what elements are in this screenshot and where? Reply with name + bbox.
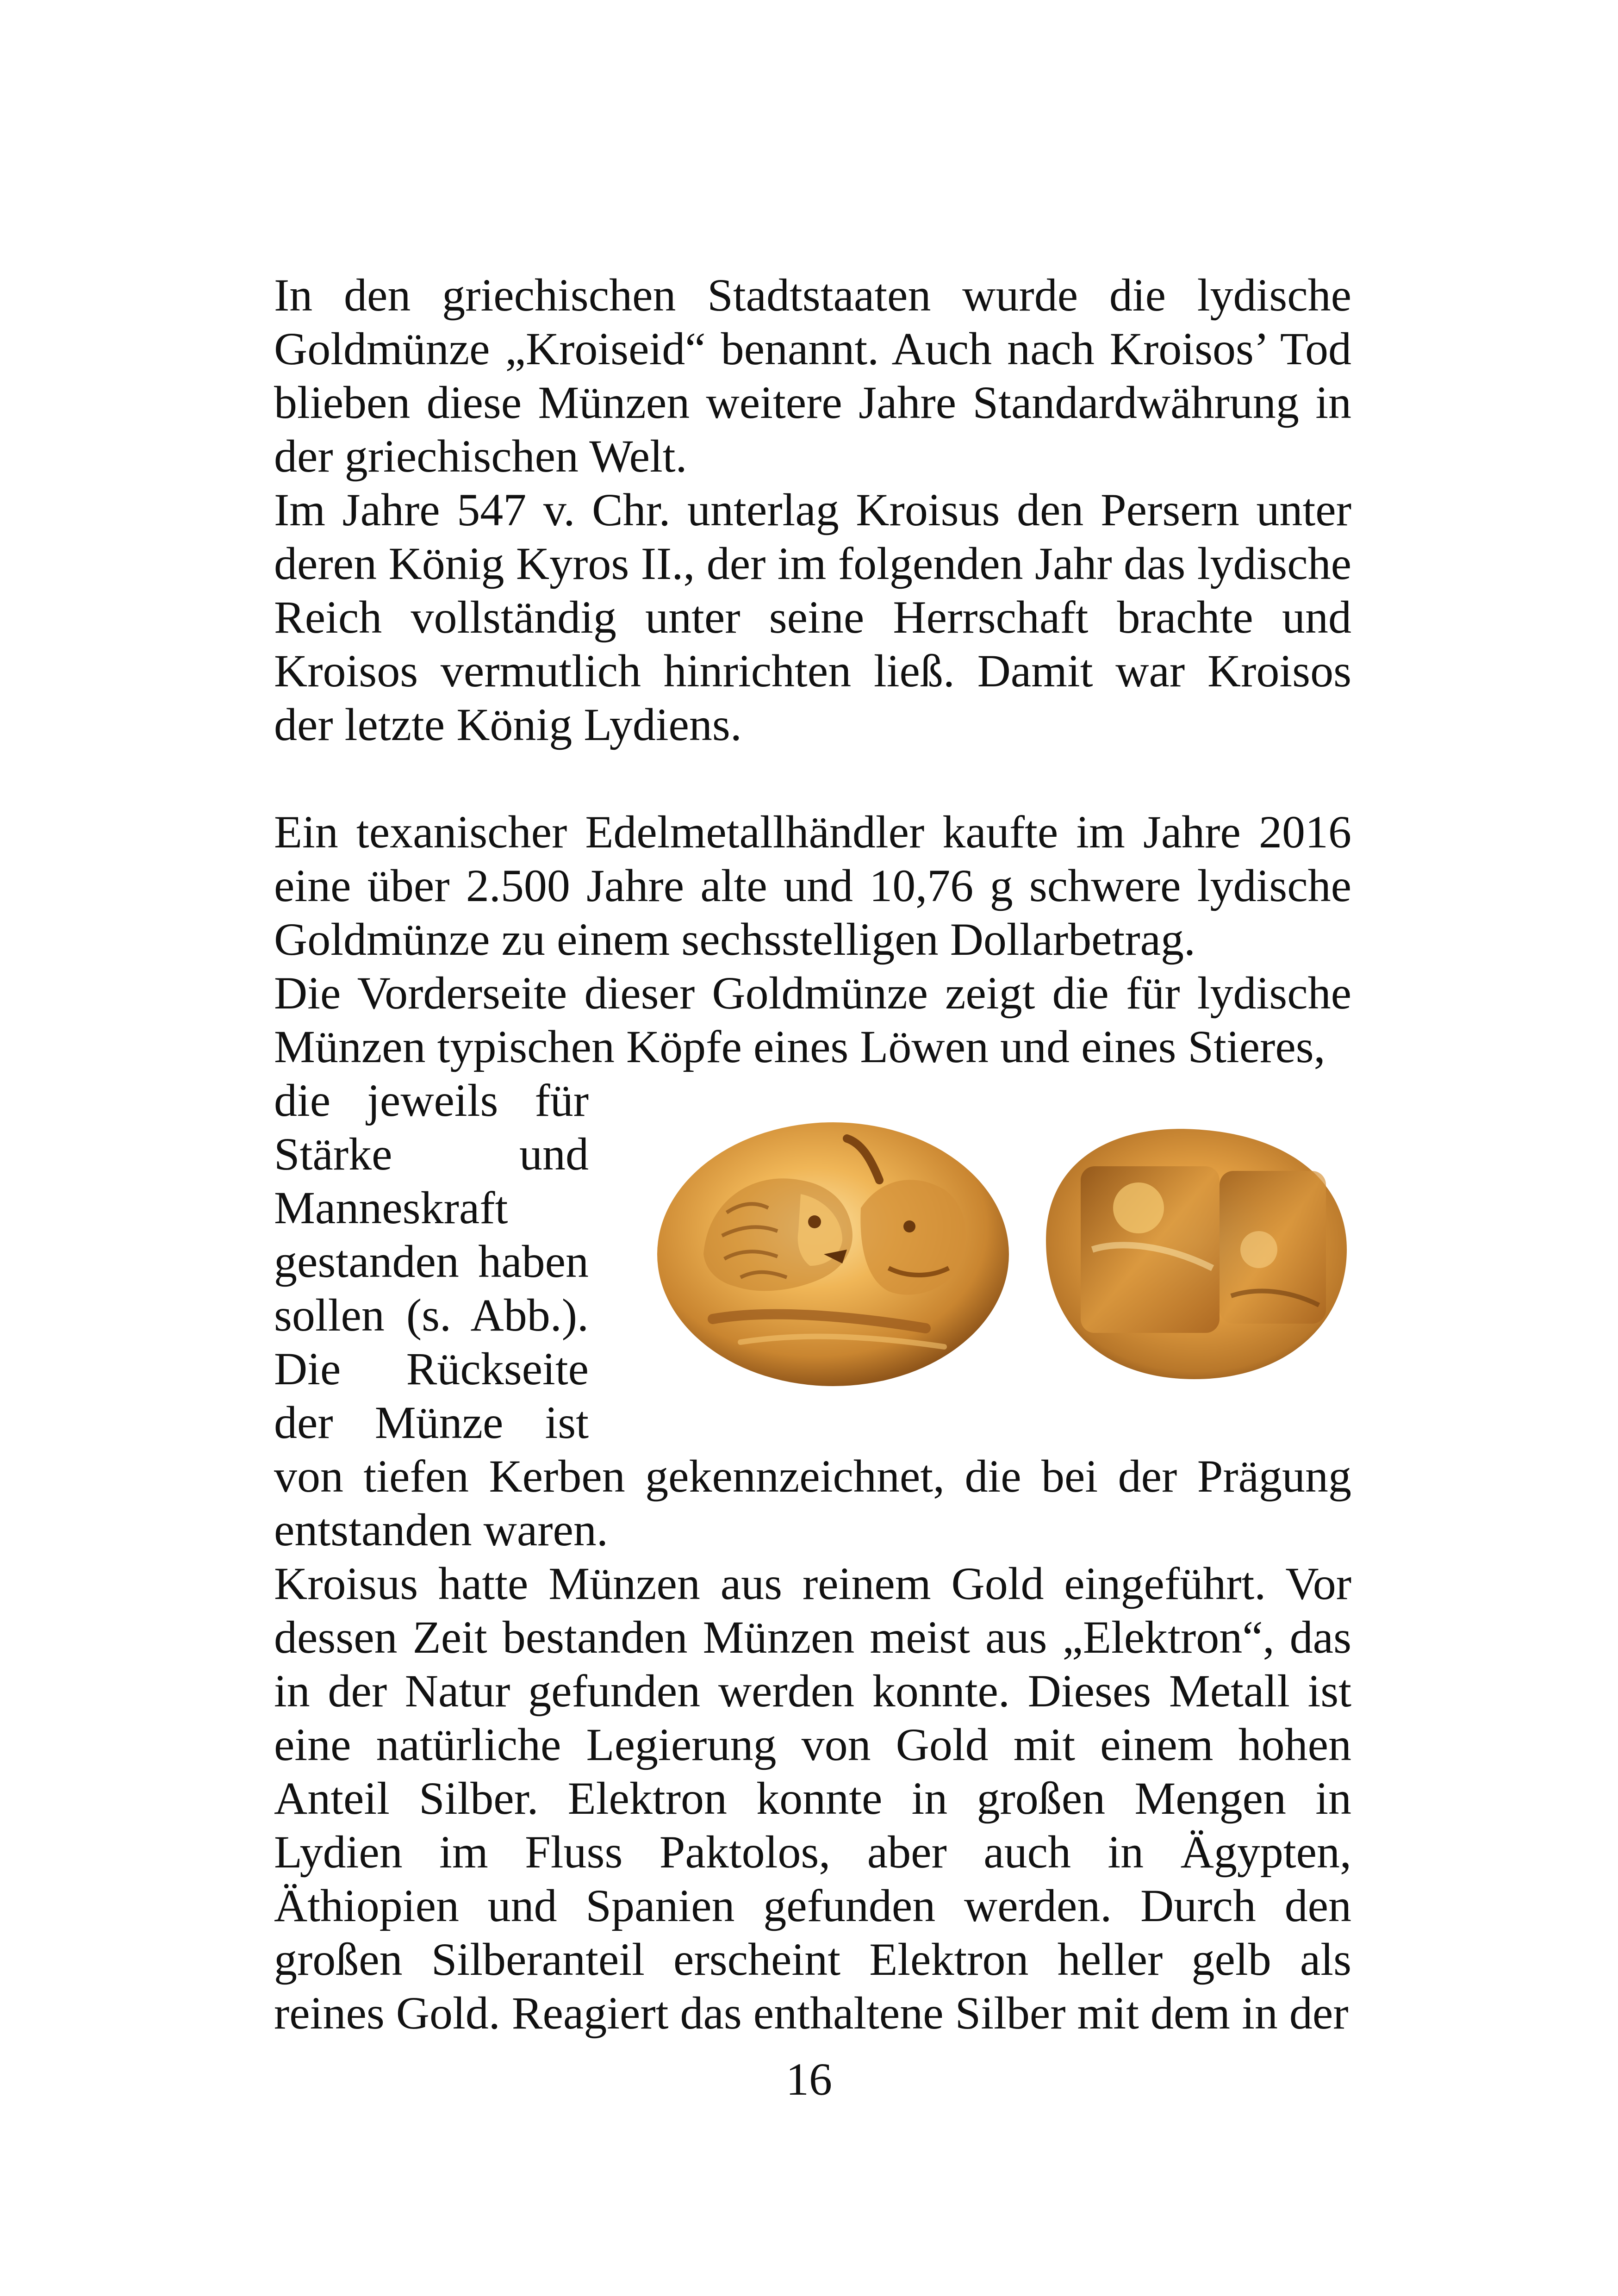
text-line: sollen (s. Abb.). [274, 1289, 589, 1341]
text-line: gestanden haben [274, 1236, 589, 1287]
text-section-top [274, 268, 1351, 752]
text-beside-figure [274, 1074, 589, 1450]
paragraph: Die Vorderseite dieser Goldmünze zeigt die für lydische Münzen typischen Köpfe eines Löwen und eines Stieres, [274, 967, 1351, 1072]
text-line: die jeweils für [274, 1075, 589, 1126]
paragraph: Im Jahre 547 v. Chr. unterlag Kroisus den Persern unter deren König Kyros II., der im folgenden Jahr das lydische Reich vollständig unter seine Herrschaft brachte und Kroisos vermutlich hinrichten ließ. Damit war Kroisos der letzte König Lydiens. [274, 484, 1351, 750]
coin-reverse-image [1046, 1129, 1347, 1379]
text-line: Stärke und [274, 1128, 589, 1180]
text-section-bottom [274, 1450, 1351, 2040]
page-number: 16 [786, 2053, 832, 2105]
text-line: Manneskraft [274, 1182, 508, 1233]
text-line: Die Rückseite [274, 1343, 589, 1394]
text-line: der Münze ist [274, 1397, 589, 1448]
paragraph: Ein texanischer Edelmetallhändler kaufte im Jahre 2016 eine über 2.500 Jahre alte und 10,76 g schwere lydische Goldmünze zu einem sechsstelligen Dollarbetrag. [274, 806, 1351, 965]
lydian-coin-figure [648, 1101, 1361, 1398]
paragraph: In den griechischen Stadtstaaten wurde die lydische Goldmünze „Kroiseid“ benannt. Auch nach Kroisos’ Tod blieben diese Münzen weitere Jahre Standardwährung in der griechischen Welt. [274, 269, 1351, 482]
text-section-middle [274, 805, 1351, 1074]
paragraph: Kroisus hatte Münzen aus reinem Gold eingeführt. Vor dessen Zeit bestanden Münzen meist aus „Elektron“, das in der Natur gefunden werden konnte. Dieses Metall ist eine natürliche Legierung von Gold mit einem hohen Anteil Silber. Elektron konnte in großen Mengen in Lydien im Fluss Paktolos, aber auch in Ägypten, Äthiopien und Spanien gefunden werden. Durch den großen Silberanteil erscheint Elektron heller gelb als reines Gold. Reagiert das enthaltene Silber mit dem in der [274, 1558, 1351, 2039]
coin-obverse-image [657, 1122, 1009, 1386]
paragraph: von tiefen Kerben gekennzeichnet, die bei der Prägung entstanden waren. [274, 1450, 1351, 1556]
